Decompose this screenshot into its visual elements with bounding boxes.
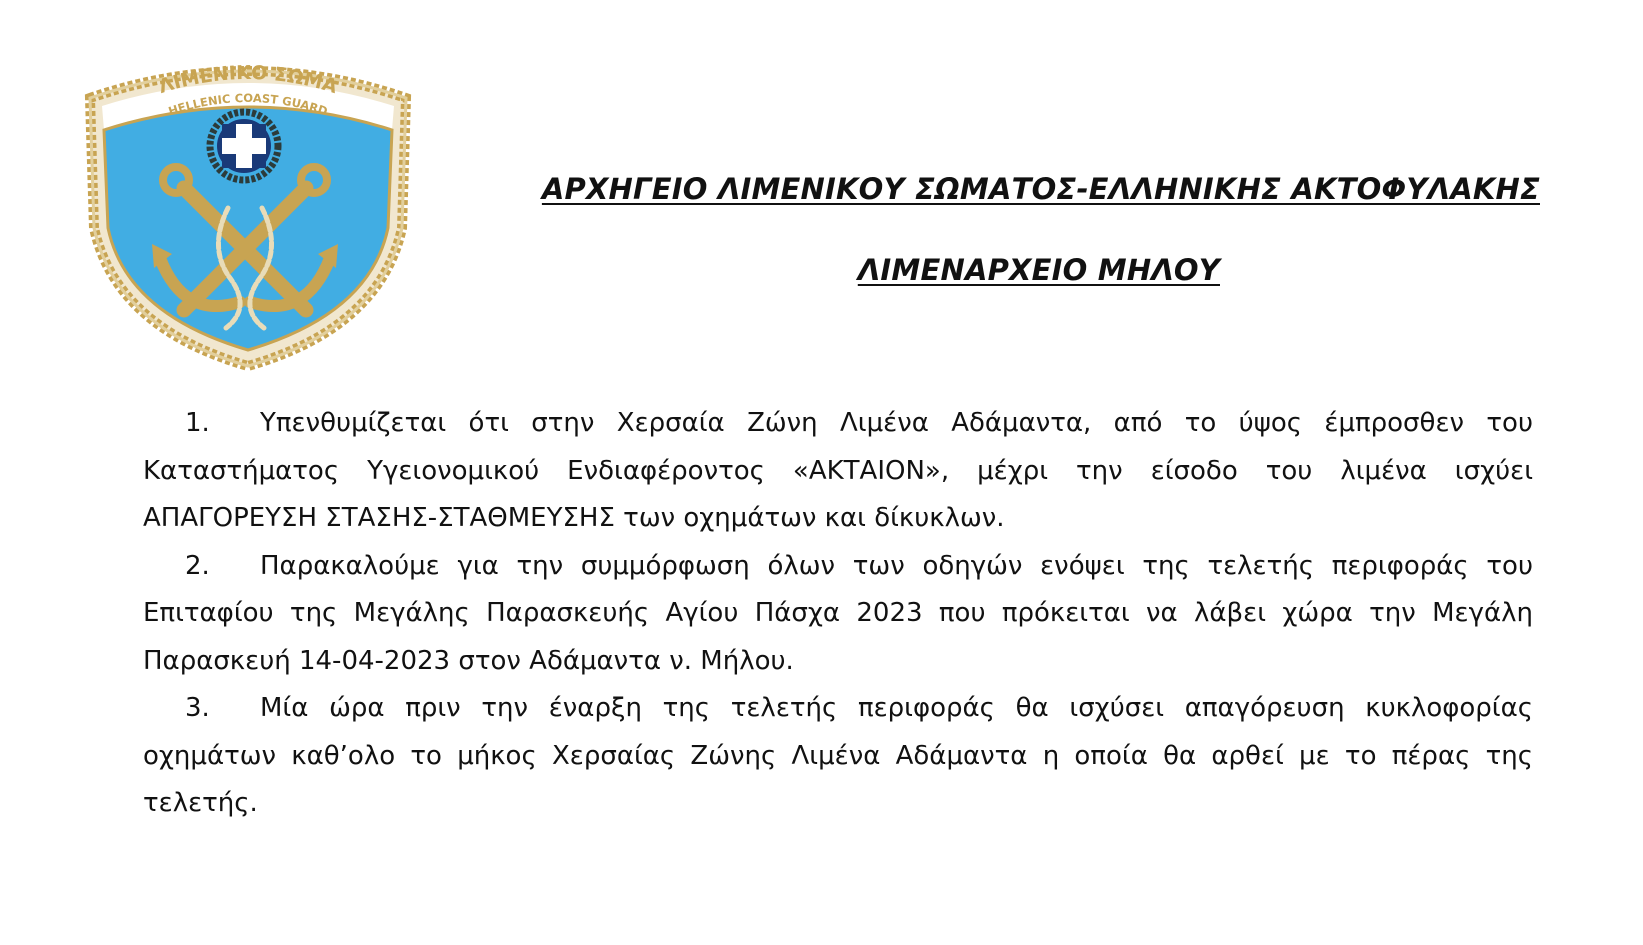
- paragraph-2: [143, 543, 1533, 686]
- header-title: ΑΡΧΗΓΕΙΟ ΛΙΜΕΝΙΚΟΥ ΣΩΜΑΤΟΣ-ΕΛΛΗΝΙΚΗΣ ΑΚΤΟΦΥΛΑΚΗΣ: [541, 172, 1540, 206]
- greek-cross-icon: [210, 112, 278, 180]
- paragraph-number: 2.: [185, 550, 210, 581]
- paragraph-text: Μία ώρα πριν την έναρξη της τελετής περιφοράς θα ισχύσει απαγόρευση κυκλοφορίας οχημάτων καθ’ολο το μήκος Χερσαίας Ζώνης Λιμένα Αδάμαντα η οποία θα αρθεί με το πέρας της τελετής.: [143, 693, 1533, 818]
- coast-guard-emblem: [80, 58, 416, 376]
- logo-arc-text-bottom: HELLENIC COAST GUARD: [166, 91, 330, 119]
- notice-body: [143, 400, 1533, 828]
- logo-arc-text-top: ΛΙΜΕΝΙΚΟ ΣΩΜΑ: [156, 61, 340, 99]
- paragraph-number: 3.: [185, 693, 210, 723]
- paragraph-text: Υπενθυμίζεται ότι στην Χερσαία Ζώνη Λιμένα Αδάμαντα, από το ύψος έμπροσθεν του Καταστήματος Υγειονομικού Ενδιαφέροντος «ΑΚΤΑΙΟΝ», μέχρι την είσοδο του λιμένα ισχύει ΑΠΑΓΟΡΕΥΣΗ ΣΤΑΣΗΣ-ΣΤΑΘΜΕΥΣΗΣ των οχημάτων και δίκυκλων.: [143, 408, 1533, 533]
- paragraph-3: [143, 685, 1533, 828]
- hellenic-coast-guard-logo: [80, 58, 416, 376]
- header-subtitle: ΛΙΜΕΝΑΡΧΕΙΟ ΜΗΛΟΥ: [857, 253, 1220, 287]
- paragraph-text: Παρακαλούμε για την συμμόρφωση όλων των οδηγών ενόψει της τελετής περιφοράς του Επιταφίου της Μεγάλης Παρασκευής Αγίου Πάσχα 2023 που πρόκειται να λάβει χώρα την Μεγάλη Παρασκευή 14-04-2023 στον Αδάμαντα ν. Μήλου.: [143, 550, 1533, 676]
- paragraph-number: 1.: [185, 408, 210, 438]
- paragraph-1: [143, 400, 1533, 543]
